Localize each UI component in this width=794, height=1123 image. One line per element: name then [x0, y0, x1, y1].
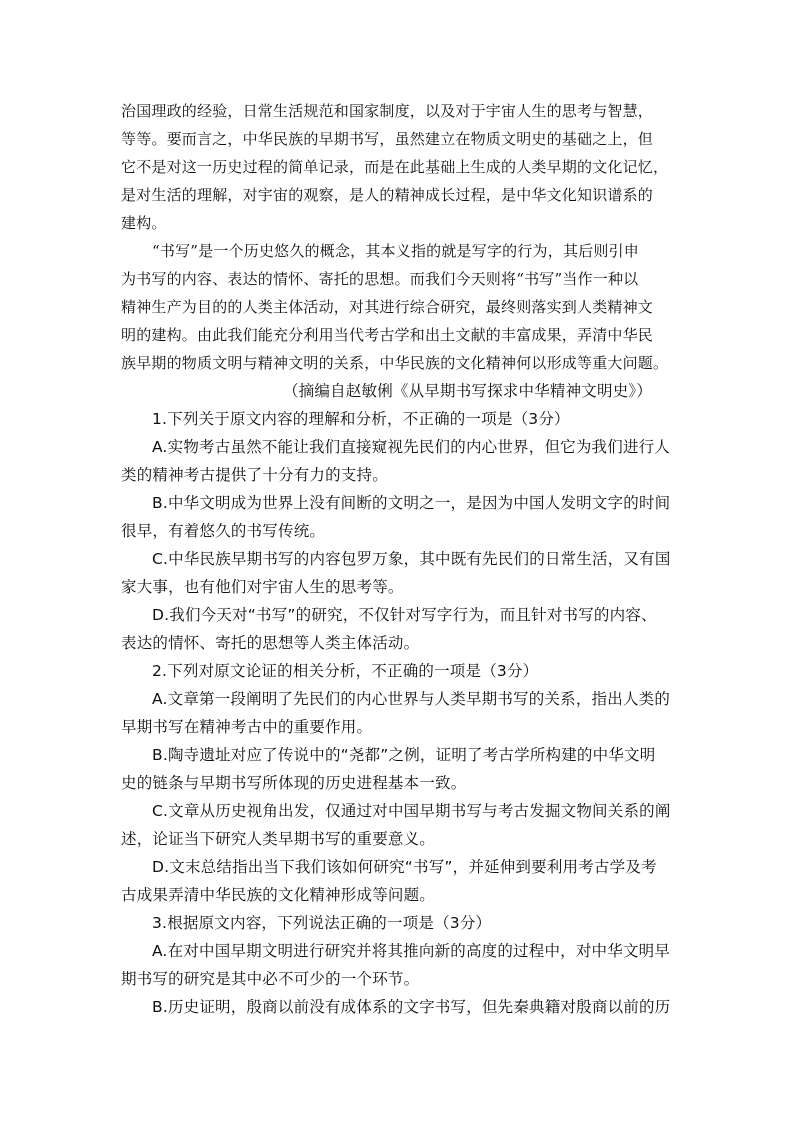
passage-line: 它不是对这一历史过程的简单记录，而是在此基础上生成的人类早期的文化记忆， [121, 158, 669, 176]
option-line: 表达的情怀、寄托的思想等人类主体活动。 [121, 634, 420, 652]
passage-line: 为书写的内容、表达的情怀、寄托的思想。而我们今天则将“书写”当作一种以 [121, 270, 639, 288]
option-line: C.文章从历史视角出发，仅通过对中国早期书写与考古发掘文物间关系的阐 [152, 802, 671, 820]
option-line: 很早，有着悠久的书写传统。 [121, 522, 326, 540]
option-line: 史的链条与早期书写所体现的历史进程基本一致。 [121, 774, 467, 792]
question-stem: 1.下列关于原文内容的理解和分析，不正确的一项是（3分） [152, 410, 570, 428]
option-line: B.历史证明，殷商以前没有成体系的文字书写，但先秦典籍对殷商以前的历 [152, 998, 671, 1016]
option-line: 早期书写在精神考古中的重要作用。 [121, 718, 373, 736]
passage-line: 治国理政的经验，日常生活规范和国家制度，以及对于宇宙人生的思考与智慧， [121, 102, 654, 120]
option-line: D.我们今天对“书写”的研究，不仅针对写字行为，而且针对书写的内容、 [152, 606, 657, 624]
question-stem: 3.根据原文内容，下列说法正确的一项是（3分） [152, 914, 492, 932]
passage-line: 是对生活的理解，对宇宙的观察，是人的精神成长过程，是中华文化知识谱系的 [121, 186, 654, 204]
option-line: A.文章第一段阐明了先民们的内心世界与人类早期书写的关系，指出人类的 [152, 690, 671, 708]
option-line: D.文末总结指出当下我们该如何研究“书写”，并延伸到要利用考古学及考 [152, 858, 657, 876]
passage-source: （摘编自赵敏俐《从早期书写探求中华精神文明史》） [283, 382, 653, 400]
option-line: A.实物考古虽然不能让我们直接窥视先民们的内心世界，但它为我们进行人 [152, 438, 671, 456]
passage-line: “书写”是一个历史悠久的概念，其本义指的就是写字的行为，其后则引申 [152, 242, 639, 260]
passage-line: 等等。要而言之，中华民族的早期书写，虽然建立在物质文明史的基础之上，但 [121, 130, 654, 148]
option-line: 期书写的研究是其中必不可少的一个环节。 [121, 970, 420, 988]
passage-line: 明的建构。由此我们能充分利用当代考古学和出土文献的丰富成果，弄清中华民 [121, 326, 654, 344]
option-line: 类的精神考古提供了十分有力的支持。 [121, 466, 388, 484]
passage-line: 建构。 [121, 214, 167, 232]
option-line: B.中华文明成为世界上没有间断的文明之一，是因为中国人发明文字的时间 [152, 494, 671, 512]
option-line: 古成果弄清中华民族的文化精神形成等问题。 [121, 886, 436, 904]
option-line: A.在对中国早期文明进行研究并将其推向新的高度的过程中，对中华文明早 [152, 942, 671, 960]
option-line: 述，论证当下研究人类早期书写的重要意义。 [121, 830, 436, 848]
option-line: 家大事，也有他们对宇宙人生的思考等。 [121, 578, 404, 596]
question-stem: 2.下列对原文论证的相关分析，不正确的一项是（3分） [152, 662, 539, 680]
option-line: C.中华民族早期书写的内容包罗万象，其中既有先民们的日常生活，又有国 [152, 550, 671, 568]
option-line: B.陶寺遗址对应了传说中的“尧都”之例，证明了考古学所构建的中华文明 [152, 746, 656, 764]
passage-line: 族早期的物质文明与精神文明的关系，中华民族的文化精神何以形成等重大问题。 [121, 354, 669, 372]
passage-line: 精神生产为目的的人类主体活动，对其进行综合研究，最终则落实到人类精神文 [121, 298, 654, 316]
